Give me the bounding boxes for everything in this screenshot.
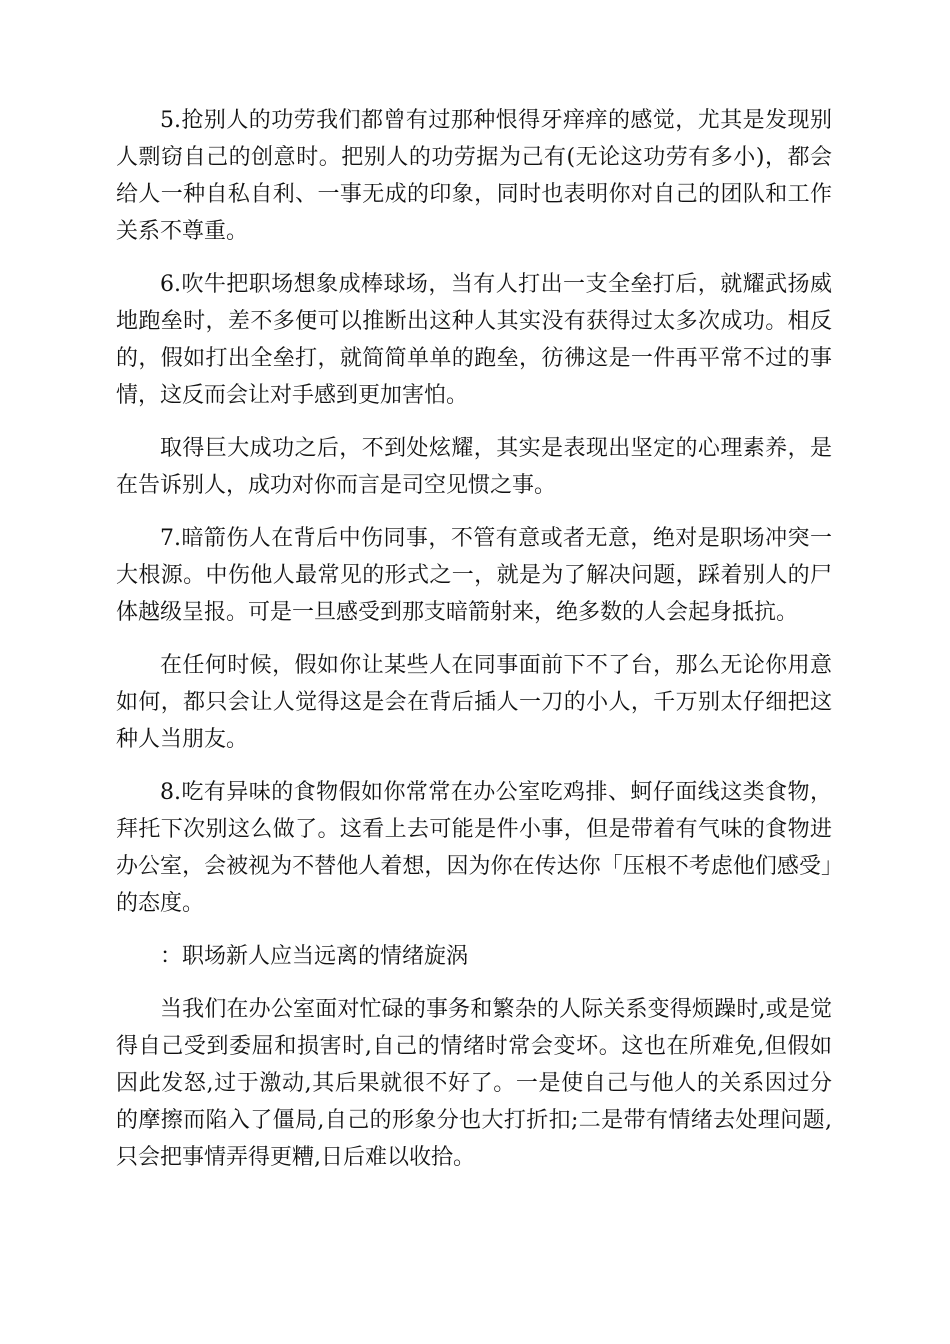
paragraph-humiliation: 在任何时候，假如你让某些人在同事面前下不了台，那么无论你用意如何，都只会让人觉得这是会在背后插人一刀的小人，千万别太仔细把这种人当朋友。 (116, 653, 832, 752)
paragraph-emotions-at-work: 当我们在办公室面对忙碌的事务和繁杂的人际关系变得烦躁时,或是觉得自己受到委屈和损害时,自己的情绪时常会变坏。这也在所难免,但假如因此发怒,过于激动,其后果就很不好了。一是使自己与他人的关系因过分的摩擦而陷入了僵局,自己的形象分也大打折扣;二是带有情绪去处理问题,只会把事情弄得更糟,日后难以收拾。 (116, 997, 832, 1170)
document-page (116, 102, 832, 1192)
paragraph-5-credit-stealing: 5.抢别人的功劳我们都曾有过那种恨得牙痒痒的感觉，尤其是发现别人剽窃自己的创意时。把别人的功劳据为己有(无论这功劳有多小)，都会给人一种自私自利、一事无成的印象，同时也表明你对自己的团队和工作关系不尊重。 (116, 108, 832, 244)
paragraph-8-smelly-food: 8.吃有异味的食物假如你常常在办公室吃鸡排、蚵仔面线这类食物，拜托下次别这么做了。这看上去可能是件小事，但是带着有气味的食物进办公室，会被视为不替他人着想，因为你在传达你「压根不考虑他们感受」的态度。 (116, 780, 832, 916)
paragraph-7-backstabbing: 7.暗箭伤人在背后中伤同事，不管有意或者无意，绝对是职场冲突一大根源。中伤他人最常见的形式之一，就是为了解决问题，踩着别人的尸体越级呈报。可是一旦感受到那支暗箭射来，绝多数的人会起身抵抗。 (116, 526, 832, 625)
paragraph-6-bragging: 6.吹牛把职场想象成棒球场，当有人打出一支全垒打后，就耀武扬威地跑垒时，差不多便可以推断出这种人其实没有获得过太多次成功。相反的，假如打出全垒打，就简简单单的跑垒，彷彿这是一件再平常不过的事情，这反而会让对手感到更加害怕。 (116, 272, 832, 408)
paragraph-success-composure: 取得巨大成功之后，不到处炫耀，其实是表现出坚定的心理素养，是在告诉别人，成功对你而言是司空见惯之事。 (116, 436, 832, 498)
section-heading-emotional-whirlpool: ：职场新人应当远离的情绪旋涡 (160, 944, 469, 969)
